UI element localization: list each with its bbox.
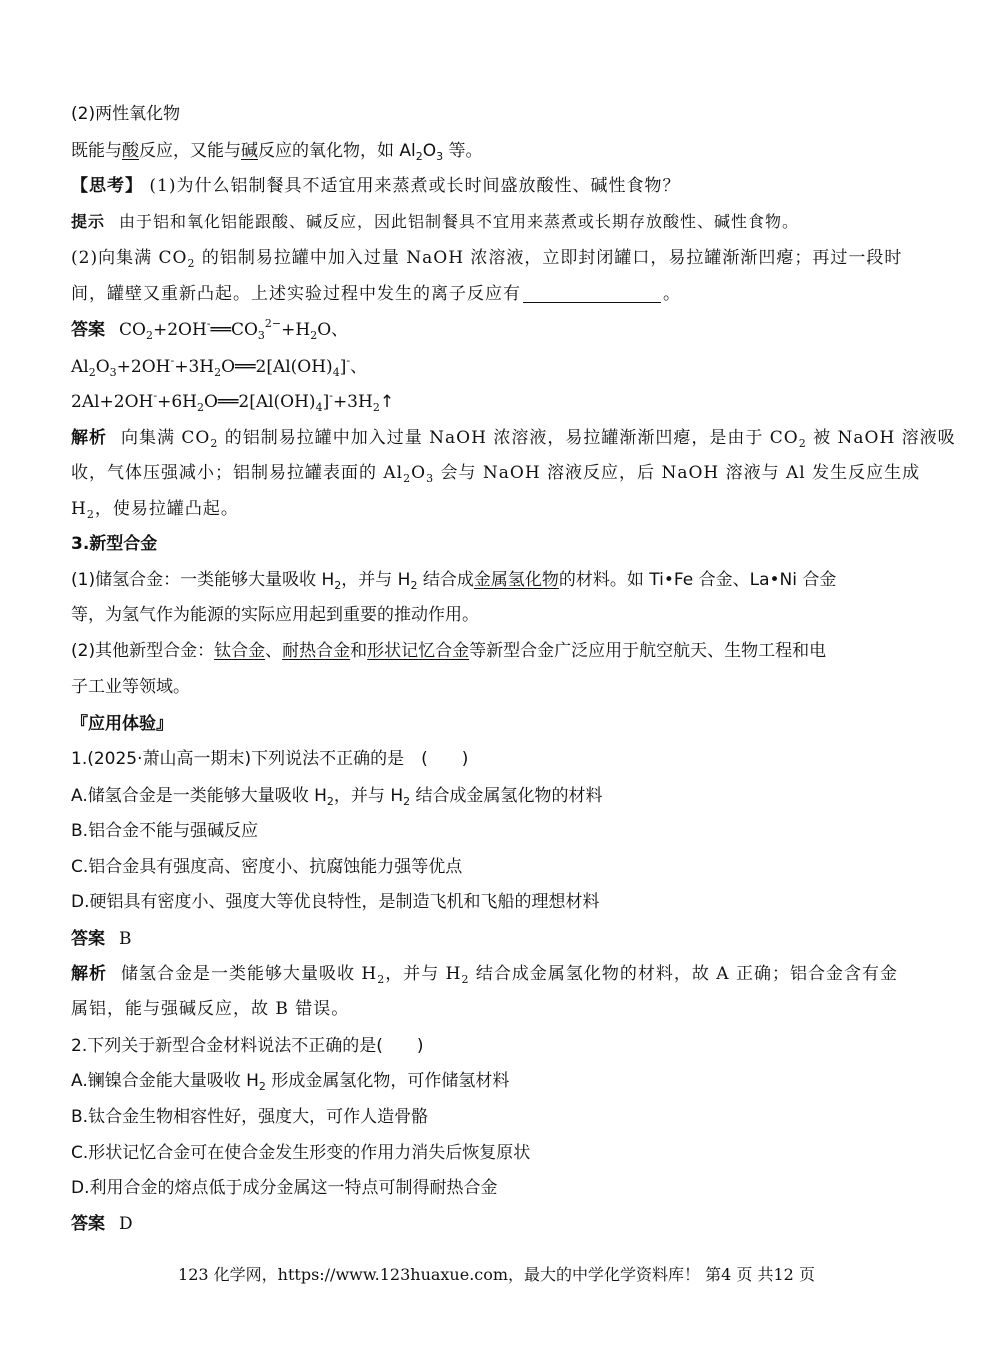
amphoteric-definition: 既能与酸反应，又能与碱反应的氧化物，如 $Al_2O_3$ 等。 bbox=[71, 141, 483, 163]
answer-equation-2: $Al_2O_3+2OH^-+3H_2O══2[Al(OH)_4]^-$、 bbox=[71, 354, 368, 379]
analysis-1-line-2: 收，气体压强减小；铝制易拉罐表面的 $Al_2O_3$ 会与 NaOH 溶液反应，后 NaOH 溶液与 Al 发生反应生成 bbox=[71, 463, 921, 485]
shape-memory-alloy-term: 形状记忆合金 bbox=[367, 641, 470, 661]
analysis-1-line-3: $H_2$，使易拉罐凸起。 bbox=[71, 499, 239, 521]
question-1-option-b: B.铝合金不能与强碱反应 bbox=[71, 821, 259, 841]
heat-resistant-alloy-term: 耐热合金 bbox=[282, 641, 351, 661]
question-1-option-d: D.硬铝具有密度小、强度大等优良特性，是制造飞机和飞船的理想材料 bbox=[71, 892, 600, 912]
question-2-option-a: A.镧镍合金能大量吸收 $H_2$ 形成金属氢化物，可作储氢材料 bbox=[71, 1071, 510, 1093]
answer-blank bbox=[523, 284, 661, 303]
question-2-option-b: B.钛合金生物相容性好，强度大，可作人造骨骼 bbox=[71, 1107, 429, 1127]
question-2-answer: 答案 D bbox=[71, 1214, 133, 1234]
question-1-stem: 1.(2025·萧山高一期末)下列说法不正确的是 ( ) bbox=[71, 749, 469, 769]
think-question-1: 【思考】 (1)为什么铝制餐具不适宜用来蒸煮或长时间盛放酸性、碱性食物？ bbox=[71, 176, 681, 196]
other-new-alloys-cont: 子工业等领域。 bbox=[71, 677, 190, 697]
page-footer: 123 化学网，https://www.123huaxue.com，最大的中学化学资料库！ 第4 页 共12 页 bbox=[178, 1265, 815, 1284]
practice-heading: 『应用体验』 bbox=[71, 714, 173, 734]
question-1-option-c: C.铝合金具有强度高、密度小、抗腐蚀能力强等优点 bbox=[71, 857, 463, 877]
question-2-option-d: D.利用合金的熔点低于成分金属这一特点可制得耐热合金 bbox=[71, 1178, 498, 1198]
other-new-alloys: (2)其他新型合金：钛合金、耐热合金和形状记忆合金等新型合金广泛应用于航空航天、生物工程和电 bbox=[71, 641, 827, 661]
answer-equation-3: $2Al+2OH^-+6H_2O══2[Al(OH)_4]^-+3H_2↑$ bbox=[71, 389, 395, 414]
metal-hydride-term: 金属氢化物 bbox=[473, 570, 559, 590]
think-tag: 【思考】 bbox=[71, 176, 143, 196]
section-heading-amphoteric-oxide: (2)两性氧化物 bbox=[71, 104, 181, 124]
analysis-label: 解析 bbox=[71, 428, 107, 448]
hydrogen-storage-alloy: (1)储氢合金：一类能够大量吸收 $H_2$，并与 $H_2$ 结合成金属氢化物的材料。如 Ti•Fe 合金、La•Ni 合金 bbox=[71, 570, 837, 592]
think-hint: 提示 由于铝和氧化铝能跟酸、碱反应，因此铝制餐具不宜用来蒸煮或长期存放酸性、碱性食物。 bbox=[71, 212, 800, 231]
analysis-1-line-1: 解析 向集满 $CO_2$ 的铝制易拉罐中加入过量 NaOH 浓溶液，易拉罐渐渐凹瘪，是由于 $CO_2$ 被 NaOH 溶液吸 bbox=[71, 428, 956, 450]
question-1-answer: 答案 B bbox=[71, 929, 132, 949]
hydrogen-storage-alloy-cont: 等，为氢气作为能源的实际应用起到重要的推动作用。 bbox=[71, 605, 479, 625]
hint-label: 提示 bbox=[71, 212, 106, 231]
analysis-label: 解析 bbox=[71, 964, 107, 984]
titanium-alloy-term: 钛合金 bbox=[214, 641, 266, 661]
question-1-option-a: A.储氢合金是一类能够大量吸收 $H_2$，并与 $H_2$ 结合成金属氢化物的材料 bbox=[71, 786, 603, 808]
gas-arrow-icon: ↑ bbox=[379, 392, 395, 412]
question-2-stem: 2.下列关于新型合金材料说法不正确的是( ) bbox=[71, 1036, 424, 1056]
acid-term: 酸 bbox=[122, 141, 139, 161]
question-1-analysis-cont: 属铝，能与强碱反应，故 B 错误。 bbox=[71, 999, 350, 1019]
think-question-2-cont: 间，罐壁又重新凸起。上述实验过程中发生的离子反应有 。 bbox=[71, 284, 681, 304]
base-term: 碱 bbox=[241, 141, 258, 161]
answer-label: 答案 bbox=[71, 929, 105, 949]
answer-label: 答案 bbox=[71, 320, 105, 340]
answer-equation-1: 答案 $CO_2+2OH^-══CO_3^{2-}+H_2O$、 bbox=[71, 317, 349, 342]
section-heading-new-alloys: 3.新型合金 bbox=[71, 534, 158, 554]
think-question-2: (2)向集满 $CO_2$ 的铝制易拉罐中加入过量 NaOH 浓溶液，立即封闭罐口，易拉罐渐渐凹瘪；再过一段时 bbox=[71, 248, 903, 270]
question-1-analysis: 解析 储氢合金是一类能够大量吸收 $H_2$，并与 $H_2$ 结合成金属氢化物的材料，故 A 正确；铝合金含有金 bbox=[71, 964, 898, 986]
answer-label: 答案 bbox=[71, 1214, 105, 1234]
question-2-option-c: C.形状记忆合金可在使合金发生形变的作用力消失后恢复原状 bbox=[71, 1143, 531, 1163]
